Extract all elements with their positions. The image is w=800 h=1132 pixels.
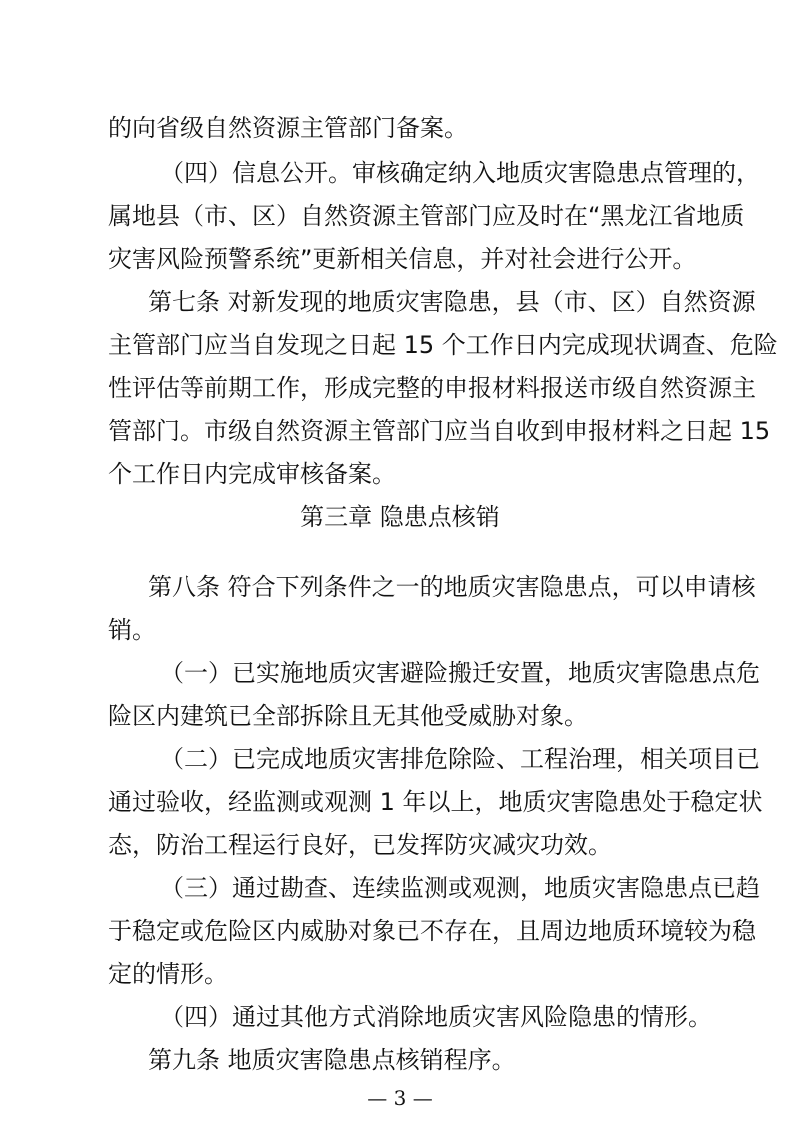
- text-line: （四）信息公开。审核确定纳入地质灾害隐患点管理的，: [160, 159, 760, 187]
- text-line: 管部门。市级自然资源主管部门应当自收到申报材料之日起 15: [108, 417, 771, 445]
- article-line: 第八条 符合下列条件之一的地质灾害隐患点，可以申请核: [148, 573, 756, 601]
- text-line: 于稳定或危险区内威胁对象已不存在，且周边地质环境较为稳: [108, 917, 756, 945]
- page-number: — 3 —: [367, 1086, 433, 1110]
- text-line: 的向省级自然资源主管部门备案。: [108, 114, 468, 142]
- text-line: 性评估等前期工作，形成完整的申报材料报送市级自然资源主: [108, 374, 756, 402]
- text-line: 灾害风险预警系统”更新相关信息，并对社会进行公开。: [108, 245, 697, 273]
- text-line: 定的情形。: [108, 960, 228, 988]
- article-line: 第九条 地质灾害隐患点核销程序。: [148, 1046, 516, 1074]
- text-line: 个工作日内完成审核备案。: [108, 460, 396, 488]
- text-line: （一）已实施地质灾害避险搬迁安置，地质灾害隐患点危: [160, 659, 760, 687]
- text-line: 主管部门应当自发现之日起 15 个工作日内完成现状调查、危险: [108, 331, 778, 359]
- chapter-heading: 第三章 隐患点核销: [300, 503, 500, 531]
- text-line: 态，防治工程运行良好，已发挥防灾减灾功效。: [108, 831, 612, 859]
- text-line: 属地县（市、区）自然资源主管部门应及时在“黑龙江省地质: [108, 202, 745, 230]
- text-line: （二）已完成地质灾害排危除险、工程治理，相关项目已: [160, 745, 760, 773]
- article-line: 第七条 对新发现的地质灾害隐患，县（市、区）自然资源: [148, 288, 756, 316]
- text-line: 险区内建筑已全部拆除且无其他受威胁对象。: [108, 702, 588, 730]
- text-line: 销。: [108, 616, 156, 644]
- text-line: 通过验收，经监测或观测 1 年以上，地质灾害隐患处于稳定状: [108, 788, 763, 816]
- text-line: （三）通过勘查、连续监测或观测，地质灾害隐患点已趋: [160, 874, 760, 902]
- text-line: （四）通过其他方式消除地质灾害风险隐患的情形。: [160, 1003, 712, 1031]
